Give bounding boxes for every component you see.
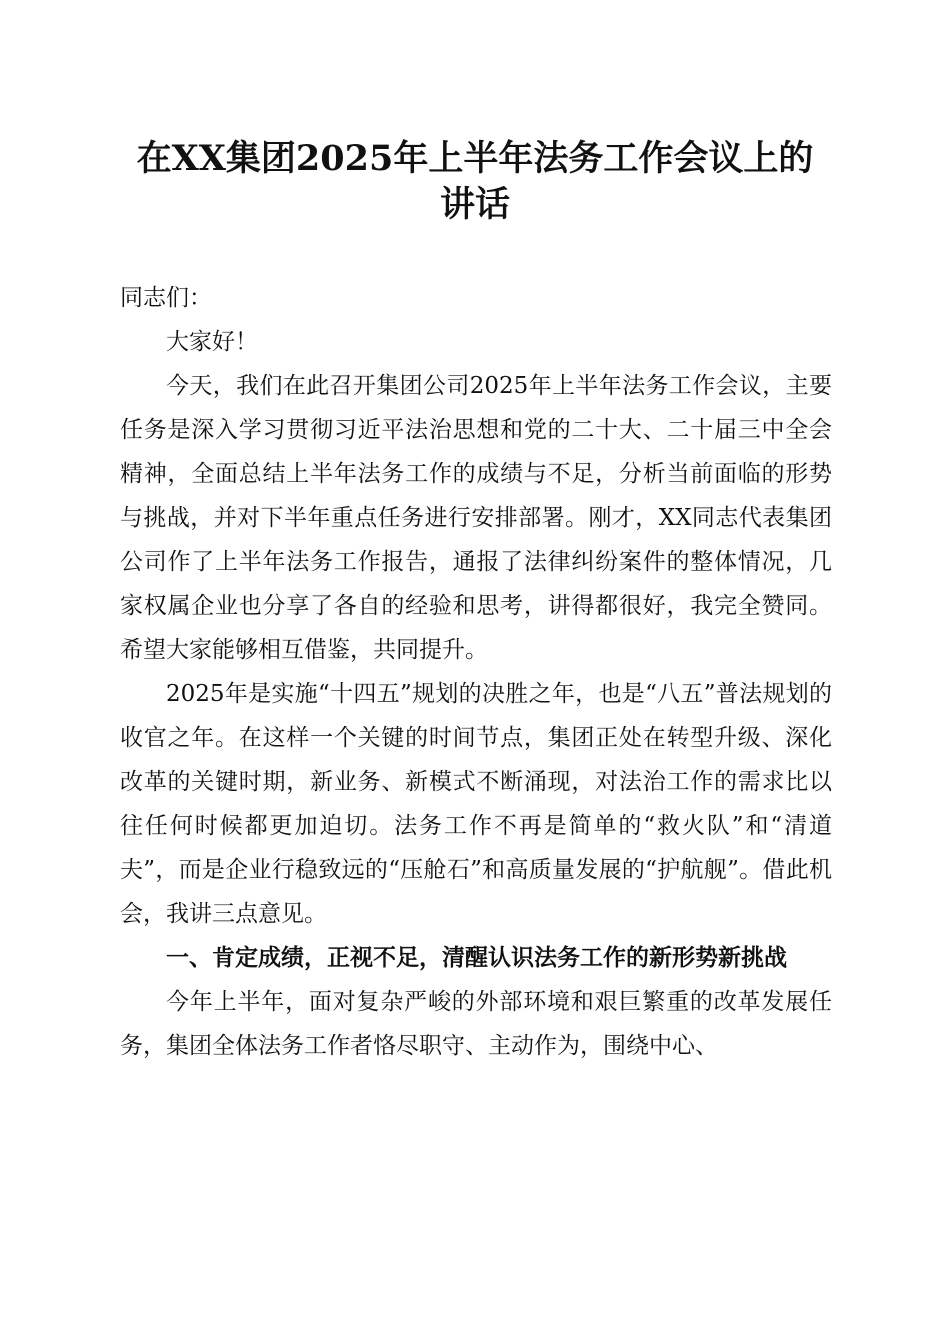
salutation: 同志们： bbox=[120, 285, 212, 311]
greeting: 大家好！ bbox=[166, 329, 258, 355]
document-body bbox=[120, 276, 832, 1068]
document-title bbox=[100, 136, 850, 228]
paragraph-opening: 今天，我们在此召开集团公司2025年上半年法务工作会议，主要任务是深入学习贯彻习近平法治思想和党的二十大、二十届三中全会精神，全面总结上半年法务工作的成绩与不足，分析当前面临的形势与挑战，并对下半年重点任务进行安排部署。刚才，XX同志代表集团公司作了上半年法务工作报告，通报了法律纠纷案件的整体情况，几家权属企业也分享了各自的经验和思考，讲得都很好，我完全赞同。希望大家能够相互借鉴，共同提升。 bbox=[120, 373, 832, 663]
section-heading-1: 一、肯定成绩，正视不足，清醒认识法务工作的新形势新挑战 bbox=[166, 945, 787, 971]
title-line-2: 讲话 bbox=[439, 184, 510, 225]
paragraph-context: 2025年是实施“十四五”规划的决胜之年，也是“八五”普法规划的收官之年。在这样一个关键的时间节点，集团正处在转型升级、深化改革的关键时期，新业务、新模式不断涌现，对法治工作的需求比以往任何时候都更加迫切。法务工作不再是简单的“救火队”和“清道夫”，而是企业行稳致远的“压舱石”和高质量发展的“护航舰”。借此机会，我讲三点意见。 bbox=[120, 681, 832, 927]
paragraph-section-1: 今年上半年，面对复杂严峻的外部环境和艰巨繁重的改革发展任务，集团全体法务工作者恪尽职守、主动作为，围绕中心、 bbox=[120, 989, 832, 1059]
title-line-1: 在XX集团2025年上半年法务工作会议上的 bbox=[136, 138, 814, 179]
